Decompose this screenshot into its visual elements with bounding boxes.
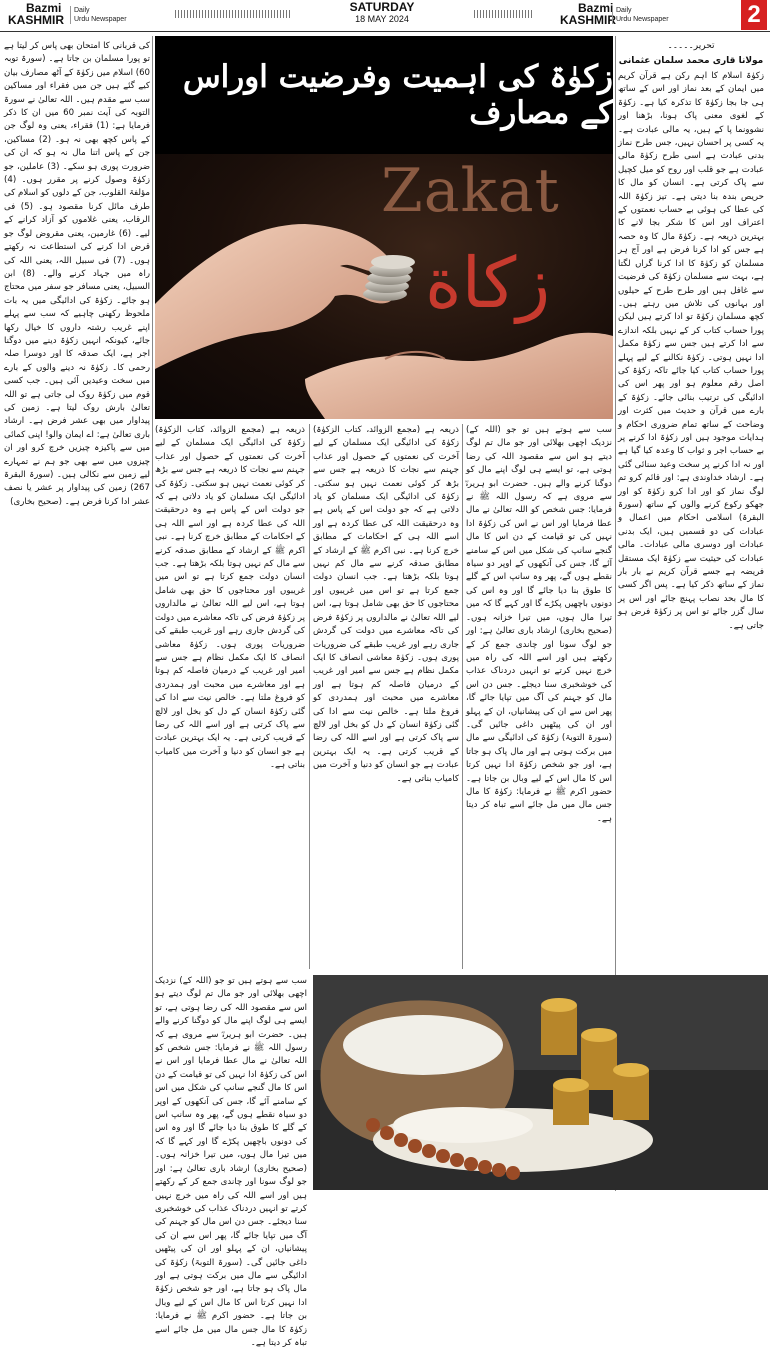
article-column-bottom <box>155 975 307 1348</box>
brand-subtitle-right <box>612 6 669 24</box>
column-divider-4 <box>152 36 153 1191</box>
column-text-bottom: سب سے ہوتے ہیں تو جو (اللہ کے) نزدیک اچھی بھلائی اور جو مال تم لوگ دیتے ہو اس سے مقصود اللہ کی رضا ہوتی ہے، تو ایسے ہی لوگ اپنے مال کو دوگنا کرنے والے ہیں۔ حضرت ابو ہریرہؓ سے مروی ہے کہ رسول اللہ ﷺ نے فرمایا: جس شخص کو اللہ تعالیٰ نے مال عطا فرمایا اور اس نے اس کی زکوٰۃ ادا نہیں کی تو قیامت کے دن اس کا مال گنجے سانپ کی شکل میں اس کے سامنے آئے گا، جس کی آنکھوں کے اوپر دو سیاہ نقطے ہوں گے، پھر وہ سانپ اس کے گلے کا طوق بنا دیا جائے گا اور وہ اس کی دونوں باچھیں پکڑے گا اور کہے گا کہ میں تیرا مال ہوں، میں تیرا خزانہ ہوں۔ (صحیح بخاری) ارشاد باری تعالیٰ ہے: اور جو لوگ سونا اور چاندی جمع کر کے رکھتے ہیں اور اسے اللہ کی راہ میں خرچ نہیں کرتے تو انہیں دردناک عذاب کی خوشخبری سنا دیجئے۔ جس دن اس مال کو جہنم کی آگ میں تپایا جائے گا، پھر اس سے ان کی پیشانیاں، ان کے پہلو اور ان کی پیٹھیں داغی جائیں گی۔ (سورۃ التوبۃ) زکوٰۃ کی ادائیگی سے مال میں برکت ہوتی ہے اور مال پاک ہو جاتا ہے، اور جو شخص زکوٰۃ ادا نہیں کرتا اس کا مال اس کے لیے وبال بن جاتا ہے۔ حضور اکرم ﷺ نے فرمایا: زکوٰۃ کا مال جس مال میں مل جائے اسے تباہ کر دیتا ہے۔ <box>155 976 307 1348</box>
headline: زکوٰۃ کی اہمیت وفرضیت اوراس کے مصارف <box>182 59 613 131</box>
article-column-mid-far-left <box>155 424 305 969</box>
rice-coins-photo <box>313 975 768 1190</box>
issue-date: 18 MAY 2024 <box>355 14 409 24</box>
brand-subtitle-left <box>70 6 127 24</box>
sub-urdu-newspaper: Urdu Newspaper <box>74 16 127 23</box>
brand-bottom: KASHMIR <box>8 13 64 27</box>
rice-sack-coins-illustration <box>313 975 768 1190</box>
brand-bottom-right: KASHMIR <box>560 13 616 27</box>
headline-banner <box>155 36 613 154</box>
masthead-rule-right <box>474 10 534 18</box>
brand-top: Bazmi <box>26 1 62 15</box>
column-divider-3 <box>309 424 310 969</box>
column-text-left: کی قربانی کا امتحان بھی پاس کر لیتا ہے تو پورا مسلمان بن جاتا ہے۔ (سورۃ توبہ 60) اسلام میں زکوٰۃ کے آٹھ مصارف بیان کیے گئے ہیں جن میں فقراء اور مساکین سب سے مقدم ہیں۔ اللہ تعالیٰ نے سورۃ التوبہ کی آیت نمبر 60 میں ان کا ذکر فرمایا ہے: (1) فقراء، یعنی وہ لوگ جن کے پاس کچھ بھی نہ ہو۔ (2) مساکین، جن کے پاس اتنا مال نہ ہو کہ ان کی ضرورت پوری ہو سکے۔ (3) عاملین، جو زکوٰۃ وصول کرنے پر مقرر ہوں۔ (4) مؤلفۃ القلوب، جن کے دلوں کو اسلام کی طرف مائل کرنا مقصود ہو۔ (5) فی الرقاب، یعنی غلاموں کو آزاد کرانے کے لیے۔ (6) غارمین، یعنی مقروض لوگ جو قرض ادا کرنے کی استطاعت نہ رکھتے ہوں۔ (7) فی سبیل اللہ، یعنی اللہ کی راہ میں جہاد کرنے والے۔ (8) ابن السبیل، یعنی مسافر جو سفر میں محتاج ہو جائے۔ زکوٰۃ کی ادائیگی میں یہ بات ملحوظ رکھنی چاہیے کہ سب سے پہلے اپنے غریب رشتہ داروں کا خیال رکھا جائے، کیونکہ انہیں زکوٰۃ دینے میں دوگنا اجر ہے، ایک صدقہ کا اور دوسرا صلہ رحمی کا۔ زکوٰۃ نہ دینے والوں کے بارے میں سخت وعیدیں آئی ہیں۔ جب کسی قوم میں زکوٰۃ روک لی جاتی ہے تو اللہ تعالیٰ بارش روک لیتا ہے۔ زمین کی پیداوار میں بھی عشر فرض ہے۔ ارشاد باری تعالیٰ ہے: اے ایمان والو! اپنی کمائی میں سے پاکیزہ چیزیں خرچ کرو اور ان چیزوں میں سے بھی جو ہم نے تمہارے لیے زمین سے نکالی ہیں۔ (سورۃ البقرۃ 267) زمین کی پیداوار پر عشر یا نصف عشر ادا کرنا فرض ہے۔ (صحیح بخاری) <box>4 41 151 507</box>
issue-day: SATURDAY <box>349 0 415 14</box>
column-text-mid-left: ذریعہ ہے (مجمع الزوائد، کتاب الزکوٰۃ) زکوٰۃ کی ادائیگی ایک مسلمان کے لیے آخرت کی نعمتوں کے حصول اور عذاب جہنم سے نجات کا ذریعہ ہے جس سے بڑھ کر کوئی نعمت نہیں ہو سکتی۔ زکوٰۃ کی ادائیگی ایک مسلمان کو یاد دلاتی ہے کہ جو دولت اس کے پاس ہے وہ درحقیقت اللہ کی عطا کردہ ہے اور اسے اللہ ہی کے احکامات کے مطابق خرچ کرنا ہے۔ نبی اکرم ﷺ کے ارشاد کے مطابق صدقہ کرنے سے مال کم نہیں ہوتا بلکہ بڑھتا ہے۔ جب انسان دولت جمع کرتا ہے تو اس میں غریبوں اور محتاجوں کا حق بھی شامل ہوتا ہے، اس لیے اللہ تعالیٰ نے مالداروں پر زکوٰۃ فرض کی تاکہ معاشرے میں دولت کی گردش جاری رہے اور غریب طبقے کی ضروریات پوری ہوں۔ زکوٰۃ معاشی انصاف کا ایک مکمل نظام ہے جس سے امیر اور غریب کے درمیان فاصلہ کم ہوتا ہے اور معاشرے میں محبت اور ہمدردی کو فروغ ملتا ہے۔ خالص نیت سے ادا کی گئی زکوٰۃ انسان کے دل کو بخل اور لالچ سے پاک کرتی ہے اور اسے اللہ کی رضا کے قریب کرتی ہے۔ یہ ایک بہترین عبادت ہے جو انسان کو دنیا و آخرت میں کامیاب بناتی ہے۔ <box>313 425 459 784</box>
author-name: مولانا قاری محمد سلمان عثمانی <box>618 56 764 66</box>
zakat-hands-photo <box>155 154 613 419</box>
zakat-image-text-latin: Zakat <box>381 156 560 226</box>
article-column-left <box>4 40 150 1190</box>
sub-daily: Daily <box>74 7 90 14</box>
sub-urdu-newspaper-right: Urdu Newspaper <box>616 16 669 23</box>
byline-label: تحریر۔۔۔۔۔ <box>667 41 715 51</box>
masthead-dateline <box>292 1 472 25</box>
article-column-mid-left <box>313 424 459 969</box>
zakat-image-text-arabic: زكاة <box>425 242 551 324</box>
sub-daily-right: Daily <box>616 7 632 14</box>
column-text-mid-far-left: ذریعہ ہے (مجمع الزوائد، کتاب الزکوٰۃ) زکوٰۃ کی ادائیگی ایک مسلمان کے لیے آخرت کی نعمتوں کے حصول اور عذاب جہنم سے نجات کا ذریعہ ہے جس سے بڑھ کر کوئی نعمت نہیں ہو سکتی۔ زکوٰۃ کی ادائیگی ایک مسلمان کو یاد دلاتی ہے کہ جو دولت اس کے پاس ہے وہ درحقیقت اللہ کی عطا کردہ ہے اور اسے اللہ ہی کے احکامات کے مطابق خرچ کرنا ہے۔ نبی اکرم ﷺ کے ارشاد کے مطابق صدقہ کرنے سے مال کم نہیں ہوتا بلکہ بڑھتا ہے۔ جب انسان دولت جمع کرتا ہے تو اس میں غریبوں اور محتاجوں کا حق بھی شامل ہوتا ہے، اس لیے اللہ تعالیٰ نے مالداروں پر زکوٰۃ فرض کی تاکہ معاشرے میں دولت کی گردش جاری رہے اور غریب طبقے کی ضروریات پوری ہوں۔ زکوٰۃ معاشی انصاف کا ایک مکمل نظام ہے جس سے امیر اور غریب کے درمیان فاصلہ کم ہوتا ہے اور معاشرے میں محبت اور ہمدردی کو فروغ ملتا ہے۔ خالص نیت سے ادا کی گئی زکوٰۃ انسان کے دل کو بخل اور لالچ سے پاک کرتی ہے اور اسے اللہ کی رضا کے قریب کرتی ہے۔ یہ ایک بہترین عبادت ہے جو انسان کو دنیا و آخرت میں کامیاب بناتی ہے۔ <box>155 425 305 771</box>
column-text-right: زکوٰۃ اسلام کا اہم رکن ہے قرآن کریم میں ایمان کے بعد نماز اور اس کے ساتھ ہی جا بجا زکوٰۃ کا تذکرہ کیا ہے۔ زکوٰۃ کے لغوی معنی پاک ہونا، بڑھنا اور نشوونما پا کے ہیں، یہ مالی عبادت ہے۔ یہ کسی پر احسان نہیں، جس طرح نماز بدنی عبادت ہے اسی طرح زکوٰۃ مالی عبادت ہے جو قلب اور روح کو میل کچیل سے پاک کرتی ہے۔ انسان کو مال کا حریص بندہ بنا دیتی ہے۔ تیز زکوٰۃ اللہ کی عطا کی ہوئی بے حساب نعمتوں کے اعتراف اور اس کا شکر بجا لانے کا بہترین ذریعہ ہے۔ زکوٰۃ مال کا وہ حصہ ہے جس کو ادا کرنا فرض ہے اور آج ہر مسلمان کو زکوٰۃ کا ادا کرنا گراں لگتا ہے، بہت سے مسلمان زکوٰۃ کی فرضیت سے غافل ہیں اور طرح طرح کے حیلوں اور بہانوں کی تلاش میں رہتے ہیں۔ کچھ مسلمان زکوٰۃ تو ادا کرتے ہیں لیکن پورا حساب کتاب کر کے نہیں بلکہ اندازے سے ادا کرتے ہیں جس سے زکوٰۃ مکمل ادا نہیں ہوتی۔ زکوٰۃ نکالنے کے لیے پہلے پورا حساب کتاب کیا جائے تاکہ زکوٰۃ کی اصل رقم معلوم ہو اور پھر اس کی ادائیگی کی ترتیب بنائی جائے۔ زکوٰۃ کے بارے میں قرآن و حدیث میں کثرت اور وضاحت کے ساتھ تمام ضروری احکام و ہدایات موجود ہیں اور زکوٰۃ ادا کرنے پر بے حساب اجر و ثواب کا وعدہ کیا گیا ہے اور نہ ادا کرنے پر سخت وعید سنائی گئی ہے۔ ارشاد خداوندی ہے: اور قائم کرو تم لوگ نماز کو اور ادا کرو زکوٰۃ کو اور جھکو رکوع کرنے والوں کے ساتھ (سورۃ البقرۃ) اسلامی احکام میں اعمال و عبادات کی دو قسمیں ہیں، ایک بدنی عبادات اور دوسری مالی عبادات۔ مالی عبادات کی حیثیت سے زکوٰۃ ایک مستقل فریضہ ہے جسے قرآن کریم نے بار بار نماز کے ساتھ ذکر کیا ہے۔ پس اگر کسی کا مال بحد نصاب پہنچ جائے اور اس پر سال گزر جائے تو اس پر زکوٰۃ فرض ہو جاتی ہے۔ <box>618 71 764 631</box>
page-number: 2 <box>741 0 767 30</box>
masthead-rule-left <box>175 10 290 18</box>
article-column-mid-right <box>466 424 612 969</box>
column-text-mid-right: سب سے ہوتے ہیں تو جو (اللہ کے) نزدیک اچھی بھلائی اور جو مال تم لوگ دیتے ہو اس سے مقصود اللہ کی رضا ہوتی ہے، تو ایسے ہی لوگ اپنے مال کو دوگنا کرنے والے ہیں۔ حضرت ابو ہریرہؓ سے مروی ہے کہ رسول اللہ ﷺ نے فرمایا: جس شخص کو اللہ تعالیٰ نے مال عطا فرمایا اور اس نے اس کی زکوٰۃ ادا نہیں کی تو قیامت کے دن اس کا مال گنجے سانپ کی شکل میں اس کے سامنے آئے گا، جس کی آنکھوں کے اوپر دو سیاہ نقطے ہوں گے، پھر وہ سانپ اس کے گلے کا طوق بنا دیا جائے گا اور وہ اس کی دونوں باچھیں پکڑے گا اور کہے گا کہ میں تیرا مال ہوں، میں تیرا خزانہ ہوں۔ (صحیح بخاری) ارشاد باری تعالیٰ ہے: اور جو لوگ سونا اور چاندی جمع کر کے رکھتے ہیں اور اسے اللہ کی راہ میں خرچ نہیں کرتے تو انہیں دردناک عذاب کی خوشخبری سنا دیجئے۔ جس دن اس مال کو جہنم کی آگ میں تپایا جائے گا، پھر اس سے ان کی پیشانیاں، ان کے پہلو اور ان کی پیٹھیں داغی جائیں گی۔ (سورۃ التوبۃ) زکوٰۃ کی ادائیگی سے مال میں برکت ہوتی ہے اور مال پاک ہو جاتا ہے، اور جو شخص زکوٰۃ ادا نہیں کرتا اس کا مال اس کے لیے وبال بن جاتا ہے۔ حضور اکرم ﷺ نے فرمایا: زکوٰۃ کا مال جس مال میں مل جائے اسے تباہ کر دیتا ہے۔ <box>466 425 612 824</box>
column-divider-2 <box>462 424 463 969</box>
masthead-divider <box>0 31 770 32</box>
brand-logo-right <box>560 2 616 26</box>
brand-top-right: Bazmi <box>578 1 614 15</box>
brand-logo-left <box>8 2 64 26</box>
masthead <box>0 0 770 30</box>
